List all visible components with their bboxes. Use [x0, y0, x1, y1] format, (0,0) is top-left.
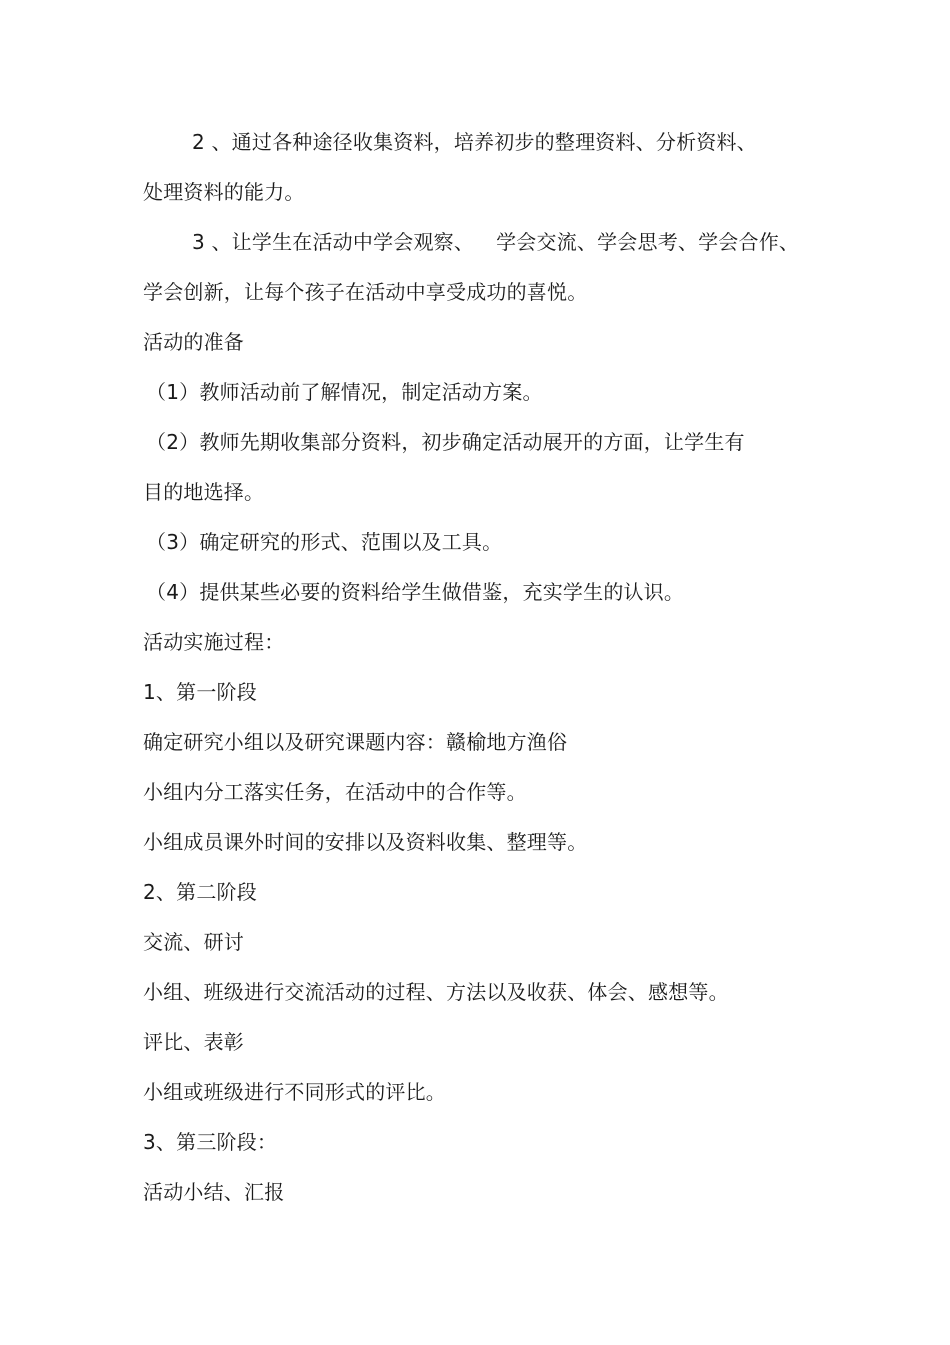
section-heading-preparation [143, 330, 244, 354]
prep-item-2 [146, 430, 745, 454]
stage-1-line-3 [143, 830, 587, 854]
stage-1-text-2: 小组内分工落实任务，在活动中的合作等。 [143, 780, 527, 804]
prep-item-2-text: （2）教师先期收集部分资料，初步确定活动展开的方面，让学生有 [146, 430, 745, 454]
stage-3-text-1: 活动小结、汇报 [143, 1180, 285, 1204]
stage-2-heading [143, 880, 257, 904]
stage-2-line-1 [143, 930, 244, 954]
prep-item-4 [146, 580, 684, 604]
stage-1-line-2 [143, 780, 527, 804]
stage-1-title: 1、第一阶段 [143, 680, 257, 704]
prep-item-3-text: （3）确定研究的形式、范围以及工具。 [146, 530, 503, 554]
implementation-heading: 活动实施过程： [143, 630, 285, 654]
stage-1-text-3: 小组成员课外时间的安排以及资料收集、整理等。 [143, 830, 588, 854]
stage-3-heading [143, 1130, 277, 1154]
prep-item-2-cont [143, 480, 264, 504]
stage-2-text-2: 小组、班级进行交流活动的过程、方法以及收获、体会、感想等。 [143, 980, 729, 1004]
goal-3-text-part1: 3 、让学生在活动中学会观察、 [192, 230, 475, 254]
stage-2-text-4: 小组或班级进行不同形式的评比。 [143, 1080, 446, 1104]
stage-2-line-3 [143, 1030, 244, 1054]
goal-3-text-part2: 学会交流、学会思考、学会合作、 [496, 230, 800, 254]
prep-item-2-continued-text: 目的地选择。 [143, 480, 265, 504]
stage-2-line-2 [143, 980, 729, 1004]
goal-3-continued-text: 学会创新，让每个孩子在活动中享受成功的喜悦。 [143, 280, 588, 304]
prep-item-3 [146, 530, 502, 554]
stage-2-line-4 [143, 1080, 446, 1104]
paragraph-goal-3-cont [143, 280, 587, 304]
paragraph-goal-3 [192, 230, 799, 254]
prep-item-4-text: （4）提供某些必要的资料给学生做借鉴，充实学生的认识。 [146, 580, 685, 604]
stage-2-text-1: 交流、研讨 [143, 930, 244, 954]
stage-2-text-3: 评比、表彰 [143, 1030, 244, 1054]
section-heading-implementation [143, 630, 284, 654]
prep-item-1 [146, 380, 543, 404]
prep-item-1-text: （1）教师活动前了解情况，制定活动方案。 [146, 380, 543, 404]
paragraph-goal-2 [192, 130, 757, 154]
stage-1-heading [143, 680, 257, 704]
goal-2-text: 2 、通过各种途径收集资料，培养初步的整理资料、分析资料、 [192, 130, 757, 154]
paragraph-goal-2-cont [143, 180, 305, 204]
stage-1-line-1 [143, 730, 567, 754]
stage-2-title: 2、第二阶段 [143, 880, 257, 904]
goal-2-continued-text: 处理资料的能力。 [143, 180, 305, 204]
stage-3-title: 3、第三阶段： [143, 1130, 278, 1154]
preparation-heading: 活动的准备 [143, 330, 244, 354]
stage-3-line-1 [143, 1180, 284, 1204]
stage-1-text-1: 确定研究小组以及研究课题内容：赣榆地方渔俗 [143, 730, 568, 754]
